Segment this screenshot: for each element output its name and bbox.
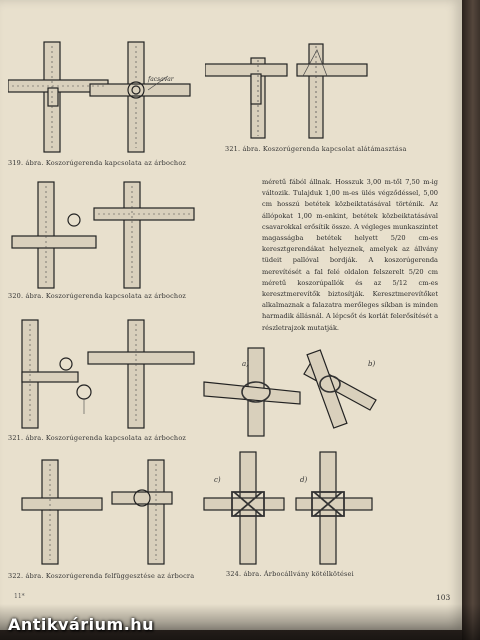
- page-number: 103: [436, 593, 451, 602]
- watermark-text: Antikvárium.hu: [8, 615, 155, 634]
- label-b: b): [368, 360, 376, 368]
- book-spine: [462, 0, 480, 640]
- figure-320: [8, 180, 198, 290]
- body-paragraph: [262, 177, 438, 334]
- caption-fig321: 321. ábra. Koszorúgerenda kapcsolat alátámasztása: [225, 145, 407, 153]
- caption-fig319: 319. ábra. Koszorúgerenda kapcsolata az árbochoz: [8, 159, 187, 167]
- caption-fig322: 322. ábra. Koszorúgerenda felfüggesztése az árbocra: [8, 572, 195, 580]
- label-d: d): [300, 476, 308, 484]
- caption-fig321b: 321. ábra. Koszorúgerenda kapcsolata az árbochoz: [8, 434, 187, 442]
- caption-fig324: 324. ábra. Árbocállvány kötélkötései: [226, 570, 354, 578]
- label-c: c): [214, 476, 221, 484]
- figure-324-top: [200, 340, 380, 440]
- bolt-annotation: facsavar: [148, 76, 174, 83]
- figure-319: [8, 40, 198, 155]
- label-a: a): [242, 360, 249, 368]
- body-text: méretű fából állnak. Hosszuk 3,00 m-től 7,50 m-ig változik. Tulajduk 1,00 m-es ülés végződéssel, 5,00 cm hosszú betétek közbeiktatásával történik. Az állópokat 1,00 m-enkint, betétek közbeiktatásával csavarokkal erősítik össze. A végleges munkaszintet magasságba betétek helyett 5/20 cm-es keresztgerendákat helyeznek, amelyek az állvány tüdeit pallóval bordják. A koszorúgerenda merevítését a fal felé oldalon felszerelt 5/20 cm méretű koszorúpallók és az 5/12 cm-es keresztmerevítők biztosítják. Keresztmerevítőket alkalmaznak a falazatra merőleges síkban is minden harmadik állásnál. A lépcsőt és korlát felerősítését a részletrajzok mutatják.: [262, 178, 438, 332]
- page-signature: 11*: [14, 593, 25, 600]
- caption-fig320: 320. ábra. Koszorúgerenda kapcsolata az árbochoz: [8, 292, 187, 300]
- figure-322: [8, 458, 198, 566]
- watermark-bar: [0, 604, 480, 640]
- figure-324-bottom: [200, 448, 380, 568]
- figure-321-clamp: [8, 318, 198, 430]
- figure-321-support: [205, 40, 375, 140]
